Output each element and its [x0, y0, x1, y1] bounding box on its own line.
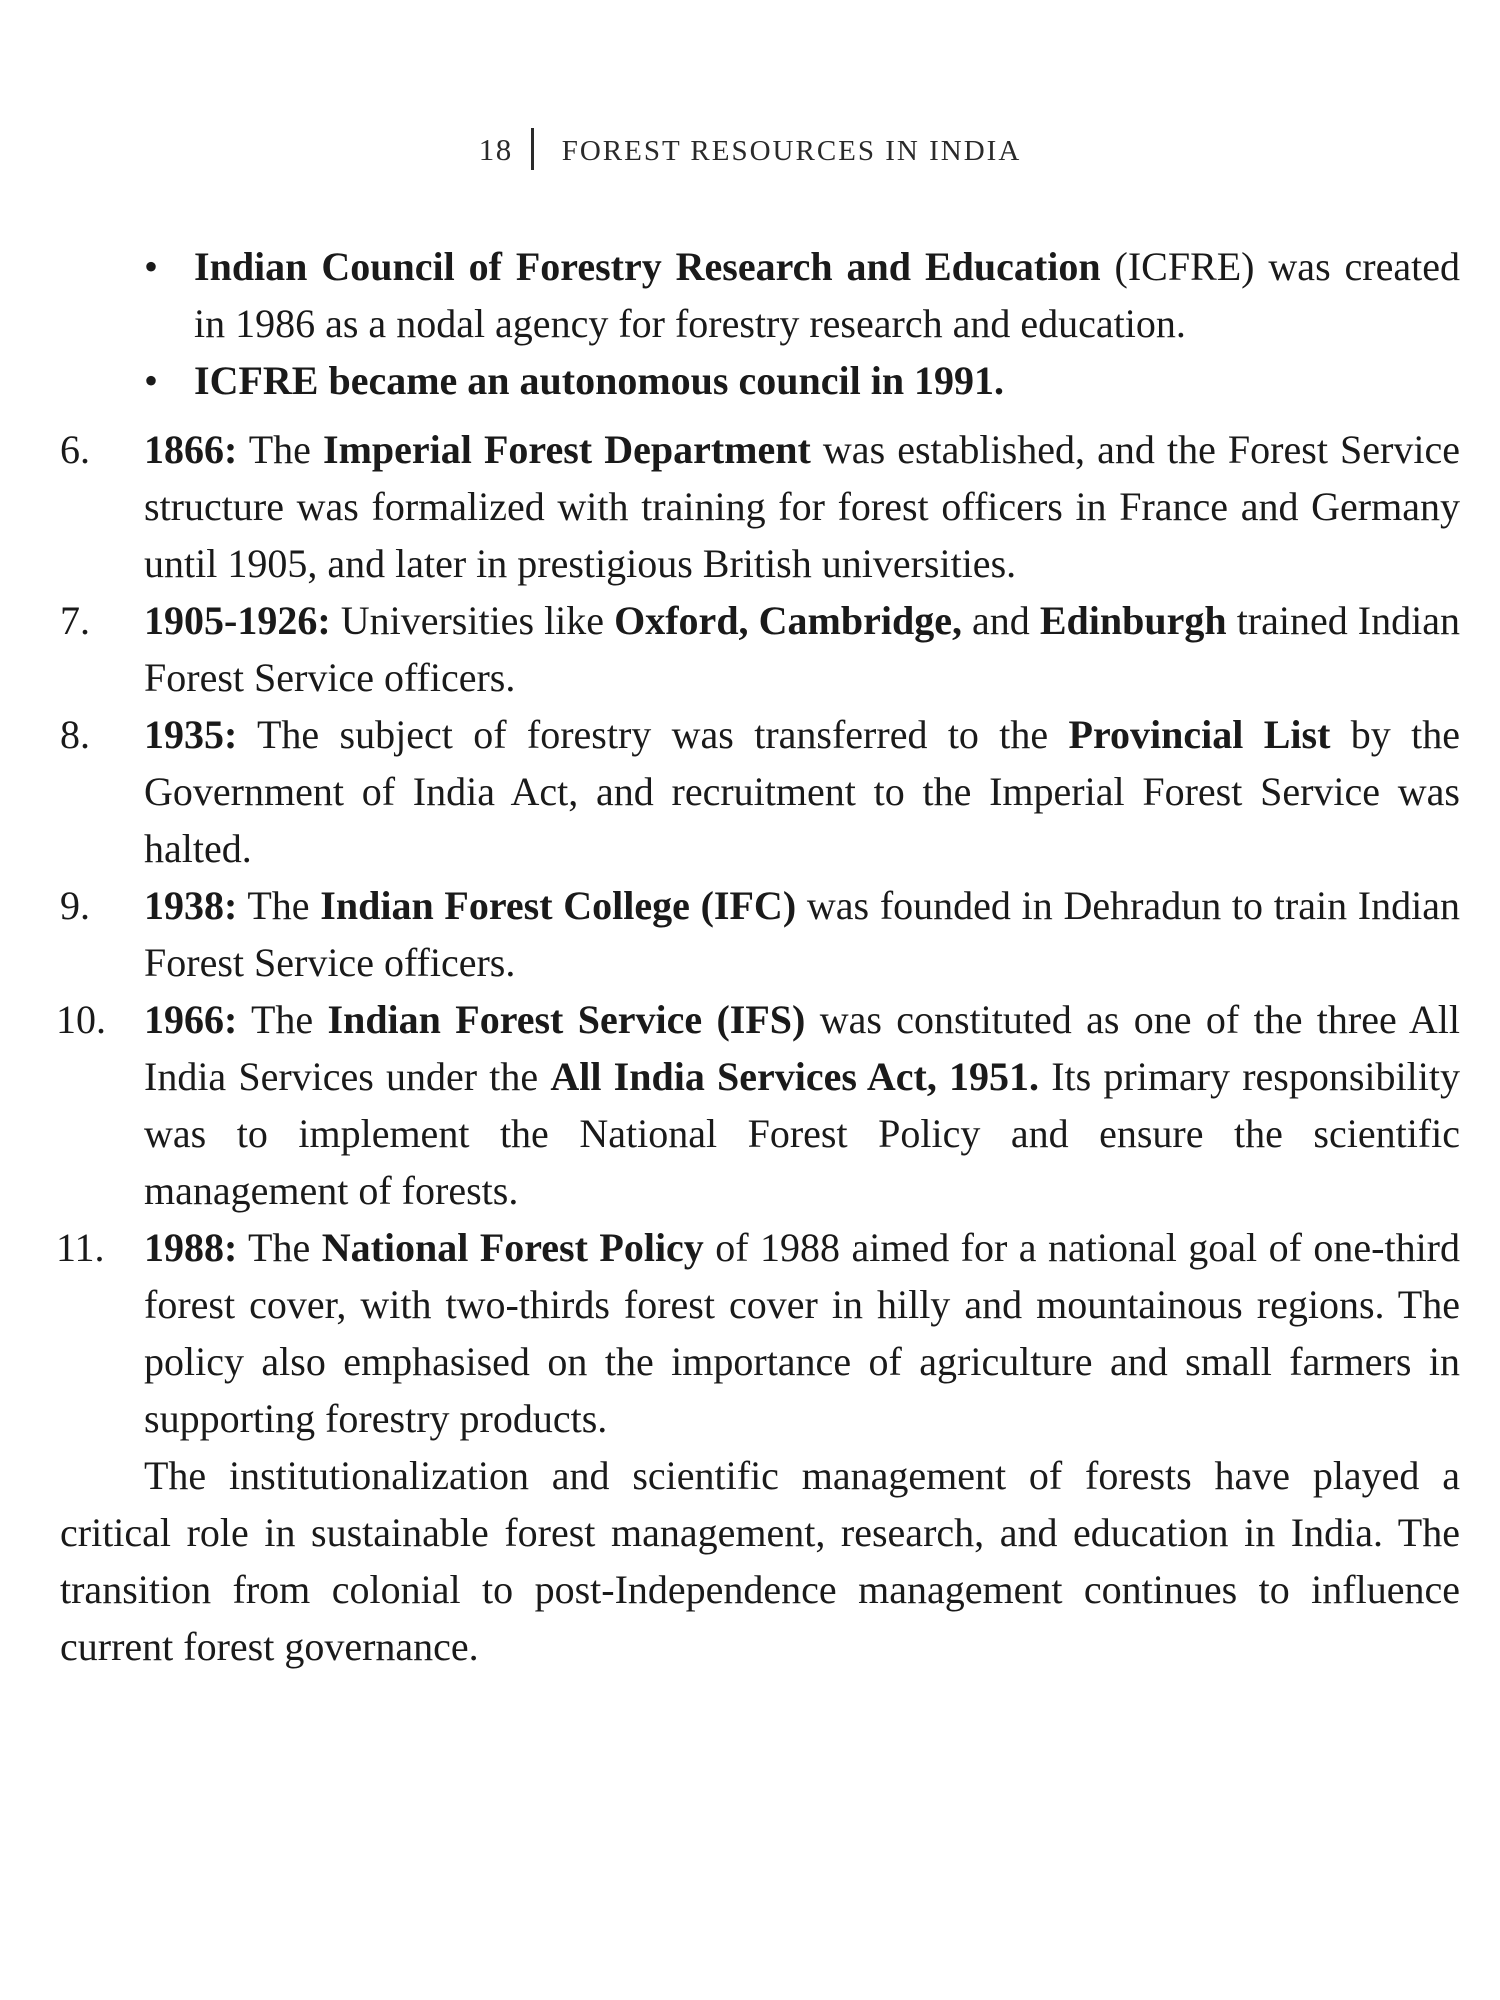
running-header: [0, 128, 1500, 170]
item-number: 6.: [60, 427, 90, 472]
item-text: The: [237, 997, 328, 1042]
item-text: The: [237, 427, 324, 472]
item-text: The subject of forestry was transferred to the: [237, 712, 1069, 757]
bullet-text: (ICFRE) was created in 1986 as a nodal agency for forestry research and education.: [194, 244, 1460, 346]
page-body: [56, 238, 1461, 1675]
item-text: Its primary responsibility was to implement the National Forest Policy and ensure the scientific management of forests.: [144, 1054, 1460, 1213]
item-bold-text: National Forest Policy: [321, 1225, 704, 1270]
running-title: FOREST RESOURCES IN INDIA: [561, 135, 1022, 167]
item-bold-text: Provincial List: [1068, 712, 1331, 757]
item-text: was established, and the Forest Service structure was formalized with training for forest officers in France and Germany until 1905, and later in prestigious British universities.: [144, 427, 1460, 586]
item-text: was constituted as one of the three All India Services under the: [144, 997, 1460, 1099]
item-text: Universities like: [330, 598, 615, 643]
item-text: The: [237, 883, 321, 928]
numbered-item: [60, 706, 1460, 877]
bullet-icon: •: [144, 244, 159, 289]
item-text: of 1988 aimed for a national goal of one-third forest cover, with two-thirds forest cover in hilly and mountainous regions. The policy also emphasised on the importance of agriculture and small farmers in supporting forestry products.: [144, 1225, 1460, 1441]
numbered-item: [56, 991, 1460, 1219]
bullet-item: [60, 352, 1460, 409]
item-text: The: [237, 1225, 322, 1270]
bullet-bold-text: Indian Council of Forestry Research and Education: [194, 244, 1101, 289]
item-bold-text: Oxford, Cambridge,: [614, 598, 962, 643]
item-bold-text: Indian Forest Service (IFS): [327, 997, 806, 1042]
page-number: 18: [478, 132, 513, 167]
item-number: 9.: [60, 883, 90, 928]
item-bold-text: All India Services Act, 1951.: [550, 1054, 1040, 1099]
closing-paragraph: The institutionalization and scientific management of forests have played a critical role in sustainable forest management, research, and education in India. The transition from colonial to post-Independence management continues to influence current forest governance.: [60, 1453, 1460, 1669]
item-number: 11.: [56, 1225, 105, 1270]
numbered-item: [60, 421, 1460, 592]
numbered-item: [56, 1219, 1460, 1447]
bullet-item: [60, 238, 1460, 352]
item-bold-text: 1866:: [144, 427, 238, 472]
header-divider: [531, 128, 534, 170]
item-bold-text: 1966:: [144, 997, 238, 1042]
item-text: trained Indian Forest Service officers.: [144, 598, 1460, 700]
numbered-list: [56, 421, 1461, 1447]
item-bold-text: 1938:: [144, 883, 238, 928]
item-text: by the Government of India Act, and recruitment to the Imperial Forest Service was halted.: [144, 712, 1461, 871]
bullet-list: [60, 238, 1460, 409]
item-bold-text: Edinburgh: [1039, 598, 1227, 643]
item-text: and: [961, 598, 1040, 643]
item-bold-text: 1988:: [144, 1225, 238, 1270]
bullet-icon: •: [144, 358, 159, 403]
item-text: was founded in Dehradun to train Indian Forest Service officers.: [144, 883, 1460, 985]
item-bold-text: Imperial Forest Department: [323, 427, 811, 472]
item-bold-text: 1905-1926:: [144, 598, 331, 643]
item-number: 7.: [60, 598, 90, 643]
item-bold-text: 1935:: [144, 712, 238, 757]
item-number: 8.: [60, 712, 90, 757]
item-number: 10.: [56, 997, 106, 1042]
item-bold-text: Indian Forest College (IFC): [320, 883, 797, 928]
numbered-item: [60, 877, 1460, 991]
numbered-item: [60, 592, 1460, 706]
bullet-bold-text: ICFRE became an autonomous council in 1991.: [194, 358, 1005, 403]
